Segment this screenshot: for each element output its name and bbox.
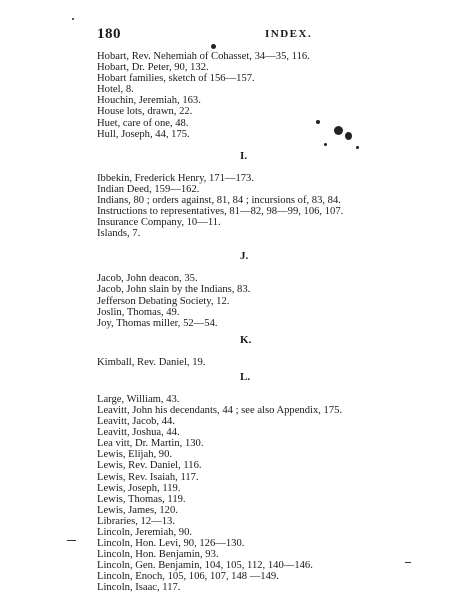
index-entry: Lea vitt, Dr. Martin, 130. xyxy=(97,438,204,450)
letter-spacer xyxy=(97,348,447,357)
letter-spacer xyxy=(97,164,447,173)
index-entries xyxy=(97,51,447,594)
index-entry: Insurance Company, 10—11. xyxy=(97,217,221,229)
section-letter: J. xyxy=(240,250,249,263)
index-entry: House lots, drawn, 22. xyxy=(97,106,193,118)
index-entry: Lewis, Rev. Isaiah, 117. xyxy=(97,471,199,483)
index-entry: Huet, care of one, 48. xyxy=(97,117,189,129)
index-entry: Joslin, Thomas, 49. xyxy=(97,306,180,318)
index-entry: Hobart families, sketch of 156—157. xyxy=(97,73,255,85)
page-number: 180 xyxy=(97,26,121,42)
index-entry: Joy, Thomas miller, 52—54. xyxy=(97,317,218,329)
ink-speck xyxy=(72,18,74,20)
index-entry: Islands, 7. xyxy=(97,228,141,240)
index-entry: Hotel, 8. xyxy=(97,84,134,96)
section-letter: I. xyxy=(240,149,248,162)
index-entry: Lincoln, Isaac, 117. xyxy=(97,582,181,594)
index-entry: Houchin, Jeremiah, 163. xyxy=(97,95,201,107)
running-head: INDEX. xyxy=(265,28,313,40)
index-entry: Lewis, Rev. Daniel, 116. xyxy=(97,460,202,472)
index-entry: Lewis, Thomas, 119. xyxy=(97,493,186,505)
section-gap xyxy=(97,239,447,249)
index-entry: Lincoln, Jeremiah, 90. xyxy=(97,527,193,538)
letter-spacer xyxy=(97,385,447,394)
index-entry: Leavitt, John his decendants, 44 ; see also Appendix, 175. xyxy=(97,404,343,416)
index-entry: Lewis, Elijah, 90. xyxy=(97,449,173,461)
index-entry: Leavitt, Joshua, 44. xyxy=(97,427,180,439)
index-entry: Lincoln, Gen. Benjamin, 104, 105, 112, 140—146. xyxy=(97,560,313,572)
index-entry: Hull, Joseph, 44, 175. xyxy=(97,128,190,140)
index-entry: Lincoln, Hon. Benjamin, 93. xyxy=(97,549,219,561)
index-entry: Indian Deed, 159—162. xyxy=(97,183,200,195)
index-entry: Lincoln, Hon. Levi, 90, 126—130. xyxy=(97,538,245,550)
index-entry: Leavitt, Jacob, 44. xyxy=(97,416,175,428)
index-entry: Large, William, 43. xyxy=(97,393,180,405)
page-header xyxy=(97,26,387,42)
ink-speck xyxy=(211,44,216,49)
index-entry: Hobart, Rev. Nehemiah of Cohasset, 34—35, 116. xyxy=(97,51,310,62)
index-entry: Lincoln, Enoch, 105, 106, 107, 148 —149. xyxy=(97,571,279,583)
index-entry: Lewis, James, 120. xyxy=(97,504,178,516)
index-entry: Lewis, Joseph, 119. xyxy=(97,482,181,494)
section-gap xyxy=(97,140,447,149)
section-letter: K. xyxy=(240,333,252,346)
index-entry: Hobart, Dr. Peter, 90, 132. xyxy=(97,62,209,74)
letter-spacer xyxy=(97,264,447,273)
index-entry: Indians, 80 ; orders against, 81, 84 ; incursions of, 83, 84. xyxy=(97,194,341,206)
ink-stroke xyxy=(67,540,76,541)
index-entry: Jacob, John slain by the Indians, 83. xyxy=(97,284,251,296)
index-entry: Jacob, John deacon, 35. xyxy=(97,273,198,285)
section-letter: L. xyxy=(240,370,251,383)
index-entry: Jefferson Debating Society, 12. xyxy=(97,295,230,307)
index-entry: Libraries, 12—13. xyxy=(97,515,175,527)
index-entry: Instructions to representatives, 81—82, 98—99, 106, 107. xyxy=(97,206,344,218)
index-entry: Kimball, Rev. Daniel, 19. xyxy=(97,356,206,368)
index-entry: Ibbekin, Frederick Henry, 171—173. xyxy=(97,172,255,184)
